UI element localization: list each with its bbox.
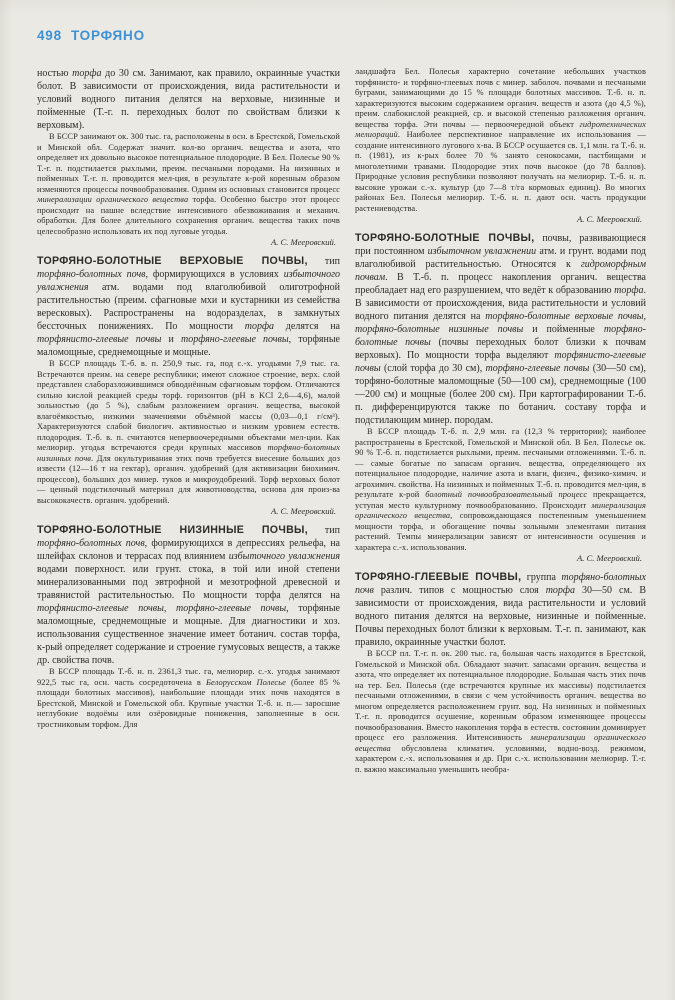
- paragraph: В БССР площадь Т.-б. в. п. 250,9 тыс. га, под с.-х. угодьями 7,9 тыс. га. Встречаются преим. на севере республики; имеют сложное строение, верх. слой представлен слаборазложившимся обводнённым сфагновым торфом. Отличаются сильно кислой реакцией среды торф. горизонтов (pH в KCl 2,6—4,6), малой зольностью (до 5 %), слабым разложением органич. вещества, высокой влагоёмкостью, низкими значениями объёмной массы (0,03—0,1 г/см³). Характеризуются слабой биологич. активностью и низким уровнем естеств. плодородия. Т.-б. в. п. считаются непервоочередными объектами мел-ции. Как мелиорир. угодья встречаются среди крупных массивов торфяно-болотных низинных почв. Для окультуривания этих почв требуется внесение больших доз извести (12—16 т на гектар), органич. удобрений (для активизации биохимич. процессов), больших доз минер. туков и микроудобрений. Торф верховых болот — ценный подстилочный материал для животноводства, основа для произ-ва высококачеств. органич. удобрений.: [37, 359, 340, 505]
- author-signature: А. С. Мееровский.: [270, 237, 336, 247]
- entry-heading: ТОРФЯНО-БОЛОТНЫЕ ПОЧВЫ,: [355, 232, 535, 244]
- paragraph: В БССР площадь Т.-б. п. 2,9 млн. га (12,3 % территории); наиболее распространены в Брестской, Гомельской и Минской обл. В Бел. Полесье ок. 90 % Т.-б. п. подстилается рыхлыми, преим. песчаными отложениями. Т.-б. п.— самые богатые по запасам органич. вещества, определяющего их потенциальное плодородие, наличие азота и влаги, физич., физико-химич. и агрохимич. свойства. На низинных и пойменных Т.-б. п. проводится мел-ция, в результате к-рой болотный почвообразовательный процесс прекращается, уступая место культурному почвообразованию. Происходит минерализация органического вещества, сопровождающаяся постепенным уменьшением мощности торфа, и обогащение почвы зольными элементами питания растений. Темпы минерализации зависят от интенсивности осушения и характера с.-х. использования.: [355, 427, 647, 552]
- entry-heading: ТОРФЯНО-БОЛОТНЫЕ НИЗИННЫЕ ПОЧВЫ,: [37, 524, 308, 536]
- entry-heading: ТОРФЯНО-БОЛОТНЫЕ ВЕРХОВЫЕ ПОЧВЫ,: [37, 255, 308, 267]
- entry-paragraph: ТОРФЯНО-БОЛОТНЫЕ ВЕРХОВЫЕ ПОЧВЫ, тип торфяно-болотных почв, формирующихся в условиях избыточного увлажнения атм. водами под влаголюбивой олиготрофной растительностью (преим. сфагновые мхи и кустарники из семейства вересковых). Распространены на водоразделах, в замкнутых бессточных понижениях. По мощности торфа делятся на торфянисто-глеевые почвы и торфяно-глеевые почвы, торфяные маломощные, среднемощные и мощные.: [37, 255, 341, 358]
- paragraph: В БССР занимают ок. 300 тыс. га, расположены в осн. в Брестской, Гомельской и Минской обл. Содержат значит. кол-во органич. вещества и азота, что определяет их довольно высокое потенциальное плодородие. В Бел. Полесье 90 % Т.-г. п. подстилается рыхлыми, преим. песчаными породами. На низинных и пойменных Т.-г. п. проводится мел-ция, в результате к-рой коренным образом изменяются процессы почвообразования. Одним из основных становится процесс минерализации органического вещества торфа. Особенно быстро этот процесс происходит на пашне вследствие интенсивного обезвоживания и механич. обработки. Для более длительного сохранения органич. вещества таких почв целесообразно использовать их под луговые угодья.: [37, 132, 340, 236]
- page-number: 498: [37, 28, 62, 43]
- entry-paragraph: ТОРФЯНО-ГЛЕЕВЫЕ ПОЧВЫ, группа торфяно-болотных почв различ. типов с мощностью слоя торфа 30—50 см. В зависимости от происхождения, вида растительности и условий водного питания делятся на верховые, низинные и пойменные. Почвы переходных болот близки к верховым. Т.-г. п. занимают, как правило, окраинные участки болот.: [355, 571, 646, 648]
- entry-paragraph: ТОРФЯНО-БОЛОТНЫЕ ПОЧВЫ, почвы, развивающиеся при постоянном избыточном увлажнении атм. и грунт. водами под влаголюбивой растительностью. Относятся к гидроморфным почвам. В Т.-б. п. процесс накопления органич. вещества преобладает над его разрушением, что ведёт к образованию торфа. В зависимости от происхождения, вида растительности и условий водного питания делятся на торфяно-болотные верховые почвы, торфяно-болотные низинные почвы и пойменные торфяно-болотные почвы (почвы переходных болот близки к почвам верховых). По мощности торфа выделяют торфянисто-глеевые почвы (слой торфа до 30 см), торфяно-глеевые почвы (30—50 см), торфяно-болотные маломощные (50—100 см), среднемощные (100—200 см) и мощные (более 200 см). При картографировании Т.-б. п. дифференцируются также по ботанич. составу торфа и подстилающим минер. породам.: [355, 232, 646, 426]
- author-signature: А. С. Мееровский.: [576, 553, 642, 563]
- paragraph: ландшафта Бел. Полесья характерно сочетание небольших участков торфянисто- и торфяно-глеевых почв с минер. заболоч. почвами и песчаными буграми, занимающими до 15 % площади болотных массивов. Т.-б. н. п. характеризуются высоким содержанием органич. веществ и азота (до 4,5 %), преим. слабокислой реакцией, ср. и высокой степенью разложения органич. вещества торфа. Эти почвы — первоочередной объект гидротехнических мелиораций. Наиболее перспективное направление их использования — создание интенсивного лугового х-ва. В БССР осушается св. 1,1 млн. га Т.-б. н. п. (1981), из к-рых более 70 % занято сенокосами, пастбищами и многолетними травами. Плодородие этих почв высокое (до 78 баллов). Природные условия республики позволяют получать на мелиорир. Т.-б. н. п. высокие урожаи с.-х. культур (до 7—8 т/га кормовых единиц). Во многих районах Бел. Полесья мелиорир. Т.-б. н. п. дают осн. часть продукции растениеводства.: [355, 67, 646, 213]
- paragraph: В БССР пл. Т.-г. п. ок. 200 тыс. га, большая часть находится в Брестской, Гомельской и Минской обл. Обладают значит. запасами органич. вещества и азота, что определяет их потенциальное плодородие. Большая часть этих почв на тер. Бел. Полесья (где встречаются крупные их массивы) подстилается песчаными отложениями, в связи с чем устойчивость органич. вещества во многом определяется расположением грунт. вод. На низинных и пойменных Т.-г. п. проводится осушение, коренным образом изменяющее процессы почвообразования. Вместо накопления торфа в естеств. состоянии доминирует процесс его разложения. Интенсивность минерализации органического вещества обусловлена климатич. условиями, водно-возд. режимом, характером с.-х. использования и др. При с.-х. использовании мелиорир. Т.-г. п. важно максимально уменьшить необра-: [355, 649, 646, 774]
- running-head: [37, 28, 661, 43]
- page-title: ТОРФЯНО: [70, 28, 145, 43]
- text-columns: [37, 67, 661, 775]
- column-left: [37, 67, 340, 775]
- entry-heading: ТОРФЯНО-ГЛЕЕВЫЕ ПОЧВЫ,: [355, 571, 522, 583]
- paragraph: ностью торфа до 30 см. Занимают, как правило, окраинные участки болот. В зависимости от происхождения, вида растительности и условий водного питания делятся на верховые, низинные и пойменные (Т.-г. п. переходных болот по свойствам близки к верховым).: [37, 68, 340, 131]
- author-signature: А. С. Мееровский.: [270, 506, 336, 516]
- paragraph: В БССР площадь Т.-б. н. п. 2361,3 тыс. га, мелиорир. с.-х. угодья занимают 922,5 тыс га, осн. часть сосредоточена в Белорусском Полесье (более 85 % площади болотных массивов), наибольшие площади этих почв находятся в Брестской, Минской и Гомельской обл. Крупные участки Т.-б. н. п.— заросшие неглубокие водоёмы или озёровидные понижения, заполненные в осн. тростниковым торфом. Для: [37, 667, 340, 729]
- author-signature: А. С. Мееровский.: [576, 214, 642, 224]
- column-right: [355, 67, 646, 775]
- entry-paragraph: ТОРФЯНО-БОЛОТНЫЕ НИЗИННЫЕ ПОЧВЫ, тип торфяно-болотных почв, формирующихся в депрессиях рельефа, на шлейфах склонов и террасах под влиянием избыточного увлажнения водами поверхност. или грунт. стока, в той или иной степени минерализованными под эвтрофной и мезотрофной древесной и травянистой растительностью. По мощности торфа делятся на торфянисто-глеевые почвы, торфяно-глеевые почвы, торфяные маломощные, среднемощные и мощные. Для диагностики и хоз. использования существенное значение имеет ботанич. состав торфа, к-рый определяет содержание и строение гумусовых веществ, а также др. свойства почв.: [37, 524, 341, 666]
